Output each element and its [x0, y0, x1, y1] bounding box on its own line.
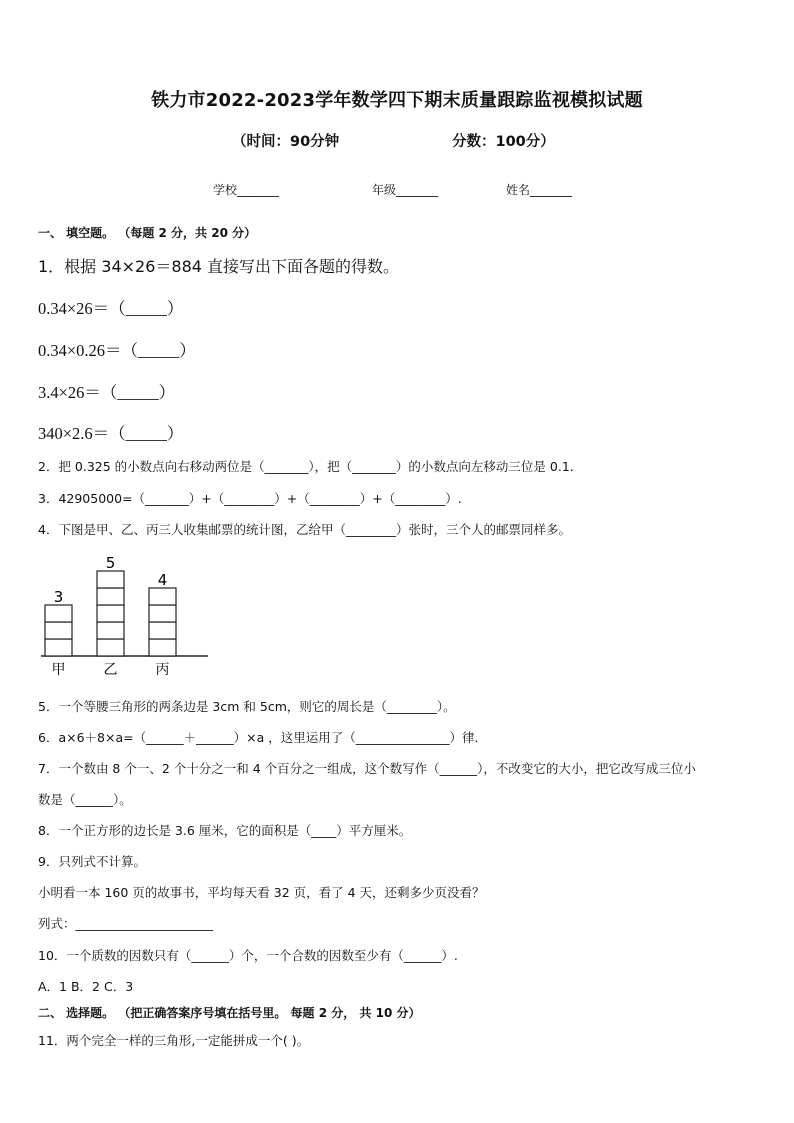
data-label: 5 [105, 554, 116, 572]
bar-cell [45, 622, 72, 639]
question-2: 2．把 0.325 的小数点向右移动两位是（_______），把（_______）的小数点向左移动三位是 0.1. [38, 459, 574, 474]
question-1d: 340×2.6＝（_____） [38, 424, 184, 443]
bar-cell [149, 588, 176, 605]
bar-甲 [45, 605, 72, 656]
question-1a: 0.34×26＝（_____） [38, 299, 184, 318]
bar-cell [97, 571, 124, 588]
question-9-text: 小明看一本 160 页的故事书，平均每天看 32 页，看了 4 天，还剩多少页没看？ [38, 885, 485, 900]
question-3: 3．42905000=（_______）+（________）+（________）+（________）. [38, 491, 462, 506]
data-label: 4 [157, 571, 168, 589]
category-label: 甲 [51, 662, 66, 678]
question-6: 6．a×6＋8×a=（______＋______）×a ，这里运用了（_______________）律． [38, 730, 487, 745]
bar-cell [149, 605, 176, 622]
question-10: 10．一个质数的因数只有（______）个，一个合数的因数至少有（______）. [38, 948, 458, 963]
name-field: 姓名_______ [506, 183, 573, 197]
question-7-cont: 数是（______）。 [38, 792, 132, 807]
bar-cell [149, 622, 176, 639]
section-heading-2: 二、 选择题。 （把正确答案序号填在括号里。 每题 2 分， 共 10 分） [38, 1006, 421, 1020]
question-1: 1．根据 34×26＝884 直接写出下面各题的得数。 [38, 257, 400, 276]
bar-cell [45, 639, 72, 656]
question-4: 4．下图是甲、乙、丙三人收集邮票的统计图，乙给甲（________）张时，三个人的邮票同样多。 [38, 522, 571, 537]
bar-cell [97, 622, 124, 639]
category-label: 乙 [103, 662, 118, 678]
school-field: 学校_______ [213, 183, 280, 197]
grade-field: 年级_______ [372, 183, 439, 197]
bar-cell [149, 639, 176, 656]
data-label: 3 [53, 588, 64, 606]
bar-cell [97, 639, 124, 656]
category-label: 丙 [155, 662, 170, 678]
bar-cell [97, 605, 124, 622]
question-5: 5．一个等腰三角形的两条边是 3cm 和 5cm，则它的周长是（________）。 [38, 699, 456, 714]
question-11: 11．两个完全一样的三角形,一定能拼成一个( )。 [38, 1033, 310, 1048]
bar-乙 [97, 571, 124, 656]
question-7: 7．一个数由 8 个一、2 个十分之一和 4 个百分之一组成，这个数写作（______），不改变它的大小，把它改写成三位小 [38, 761, 696, 776]
question-1c: 3.4×26＝（_____） [38, 383, 176, 402]
stamp-bar-chart [38, 548, 213, 683]
page-title: 铁力市2022-2023学年数学四下期末质量跟踪监视模拟试题 [151, 90, 643, 111]
score-info: 分数：100分） [452, 134, 555, 150]
question-9-answer: 列式：______________________ [38, 916, 214, 931]
question-8: 8．一个正方形的边长是 3.6 厘米，它的面积是（____）平方厘米。 [38, 823, 412, 838]
question-1b: 0.34×0.26＝（_____） [38, 341, 196, 360]
question-10-options: A．1 B．2 C．3 [38, 979, 134, 994]
bar-cell [45, 605, 72, 622]
bar-cell [97, 588, 124, 605]
section-heading-1: 一、 填空题。 （每题 2 分，共 20 分） [38, 226, 257, 240]
bar-丙 [149, 588, 176, 656]
time-info: （时间：90分钟 [232, 134, 340, 150]
question-9: 9．只列式不计算。 [38, 854, 146, 869]
